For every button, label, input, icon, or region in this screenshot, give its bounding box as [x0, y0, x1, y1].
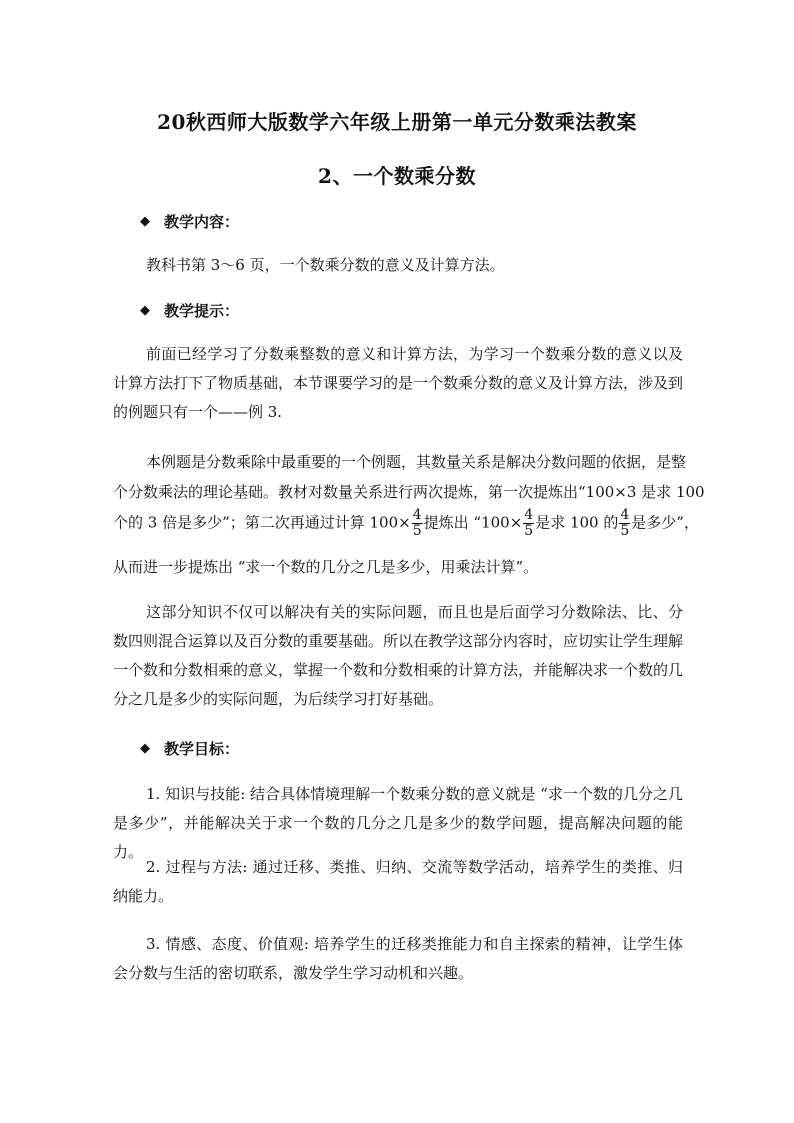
fraction-four-fifths	[412, 508, 423, 539]
document-subtitle: 2、一个数乘分数	[318, 164, 476, 188]
section-heading-goals	[140, 738, 239, 759]
diamond-bullet-icon: ◆	[140, 214, 150, 229]
text-segment: 提炼出 “100×	[423, 513, 523, 532]
content-paragraph: 教科书第 3～6 页，一个数乘分数的意义及计算方法。	[146, 256, 505, 274]
text-segment: 是多少”，	[631, 513, 699, 532]
section-heading-hints	[140, 300, 239, 321]
hints-paragraph-2-line-1: 本例题是分数乘除中最重要的一个例题，其数量关系是解决分数问题的依据，是整	[146, 453, 687, 471]
hints-paragraph-2-line-2: 个分数乘法的理论基础。教材对数量关系进行两次提炼，第一次提炼出“100×3 是求 100	[113, 483, 705, 501]
section-heading-label: 教学内容：	[164, 213, 240, 231]
hints-paragraph-2-line-4: 从而进一步提炼出 “求一个数的几分之几是多少，用乘法计算”。	[113, 558, 539, 576]
hints-paragraph-2-line-3	[113, 508, 699, 539]
section-heading-content	[140, 211, 239, 232]
text-segment: 是求 100 的	[535, 513, 619, 532]
diamond-bullet-icon: ◆	[140, 741, 150, 756]
fraction-four-fifths	[523, 508, 534, 539]
fraction-numerator: 4	[524, 507, 534, 523]
fraction-denominator: 5	[524, 523, 534, 539]
fraction-numerator: 4	[620, 507, 630, 523]
hints-paragraph-1: 前面已经学习了分数乘整数的意义和计算方法，为学习一个数乘分数的意义以及计算方法打下了物质基础，本节课要学习的是一个数乘分数的意义及计算方法，涉及到的例题只有一个——例 3.	[113, 345, 684, 421]
section-heading-label: 教学提示：	[164, 302, 240, 320]
diamond-bullet-icon: ◆	[140, 303, 150, 318]
document-title: 20秋西师大版数学六年级上册第一单元分数乘法教案	[157, 110, 637, 134]
fraction-denominator: 5	[620, 523, 630, 539]
hints-paragraph-3: 这部分知识不仅可以解决有关的实际问题，而且也是后面学习分数除法、比、分数四则混合运算以及百分数的重要基础。所以在教学这部分内容时，应切实让学生理解一个数和分数相乘的意义，掌握一个数和分数相乘的计算方法，并能解决求一个数的几分之几是多少的实际问题，为后续学习打好基础。	[113, 603, 684, 708]
section-heading-label: 教学目标：	[164, 740, 240, 758]
fraction-four-fifths	[619, 508, 630, 539]
text-segment: 个的 3 倍是多少”；第二次再通过计算 100×	[113, 513, 411, 532]
goal-knowledge-skills: 1. 知识与技能: 结合具体情境理解一个数乘分数的意义就是 “求一个数的几分之几是多少”，并能解决关于求一个数的几分之几是多少的数学问题，提高解决问题的能力。	[113, 785, 683, 861]
fraction-denominator: 5	[412, 523, 422, 539]
goal-emotion-attitude: 3. 情感、态度、价值观: 培养学生的迁移类推能力和自主探索的精神，让学生体会分数与生活的密切联系，激发学生学习动机和兴趣。	[113, 935, 683, 982]
fraction-numerator: 4	[412, 507, 422, 523]
goal-process-methods: 2. 过程与方法: 通过迁移、类推、归纳、交流等数学活动，培养学生的类推、归纳能力。	[113, 858, 683, 905]
